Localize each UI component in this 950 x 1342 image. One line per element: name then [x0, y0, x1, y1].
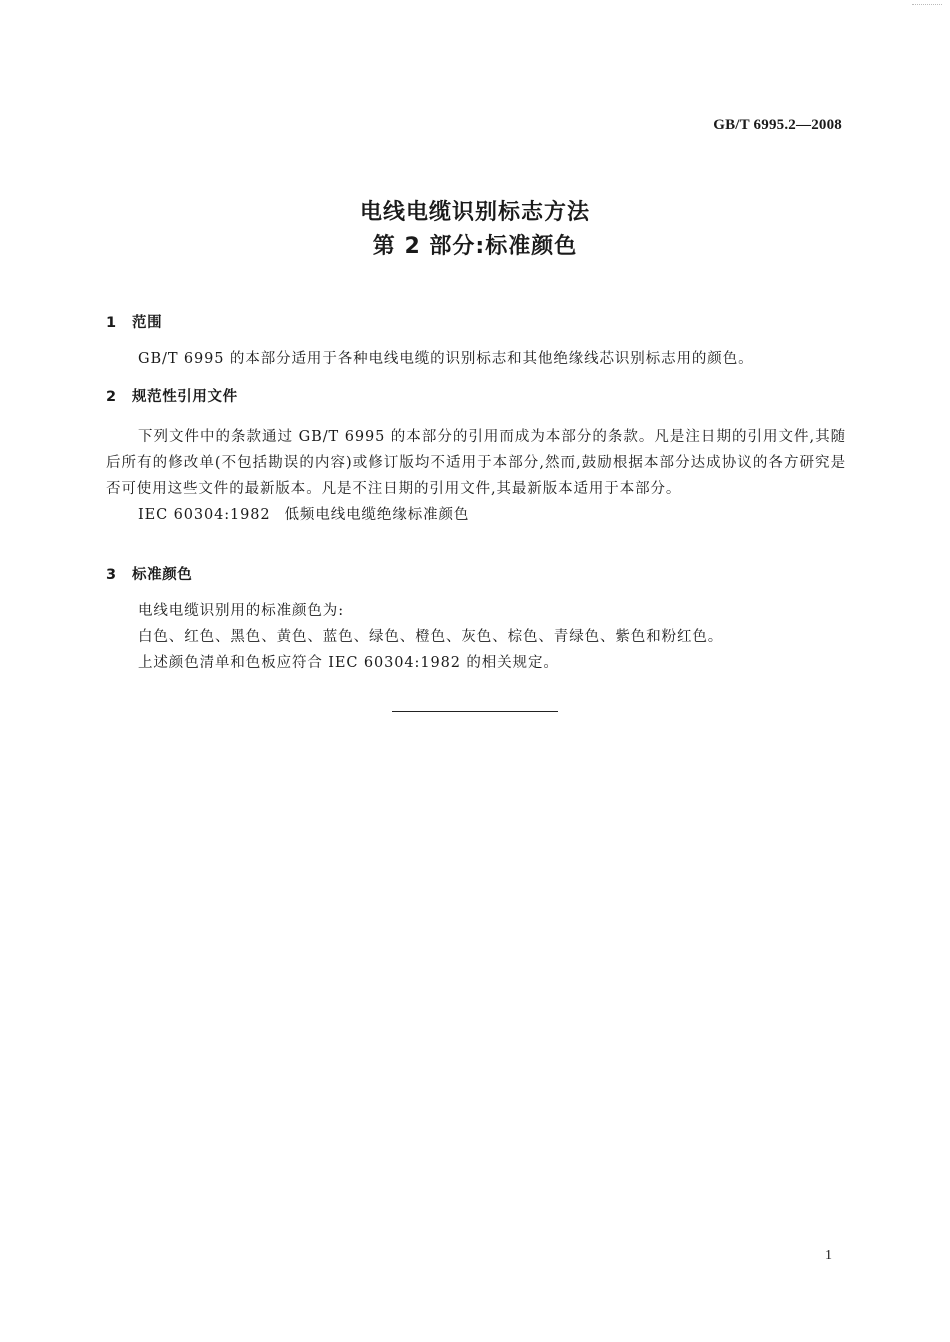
section-normative-references	[106, 386, 846, 528]
scan-artifact	[912, 4, 942, 7]
section-paragraph: GB/T 6995 的本部分适用于各种电线电缆的识别标志和其他绝缘线芯识别标志用的颜色。	[138, 351, 754, 367]
section-heading	[106, 386, 846, 408]
section-heading	[106, 564, 846, 586]
section-title: 标准颜色	[132, 567, 193, 583]
document-title	[0, 196, 950, 264]
section-title: 规范性引用文件	[132, 389, 238, 405]
reference-code: IEC 60304:1982	[138, 507, 271, 523]
section-number: 1	[106, 315, 117, 331]
page-number: 1	[825, 1248, 832, 1263]
body-line: 电线电缆识别用的标准颜色为:	[138, 603, 344, 619]
reference-entry	[106, 502, 846, 528]
section-standard-colors	[106, 564, 846, 676]
body-line: 上述颜色清单和色板应符合 IEC 60304:1982 的相关规定。	[138, 655, 559, 671]
section-title: 范围	[132, 315, 163, 331]
title-line-2: 第 2 部分:标准颜色	[372, 234, 578, 259]
section-paragraph: 下列文件中的条款通过 GB/T 6995 的本部分的引用而成为本部分的条款。凡是注日期的引用文件,其随后所有的修改单(不包括勘误的内容)或修订版均不适用于本部分,然而,鼓励根据本部分达成协议的各方研究是否可使用这些文件的最新版本。凡是不注日期的引用文件,其最新版本适用于本部分。	[106, 429, 846, 497]
body-line: 白色、红色、黑色、黄色、蓝色、绿色、橙色、灰色、棕色、青绿色、紫色和粉红色。	[138, 629, 724, 645]
section-body	[106, 598, 846, 676]
section-scope	[106, 312, 846, 372]
reference-title: 低频电线电缆绝缘标准颜色	[284, 507, 470, 523]
section-number: 2	[106, 389, 117, 405]
section-heading	[106, 312, 846, 334]
end-rule	[392, 711, 558, 712]
title-line-1: 电线电缆识别标志方法	[359, 200, 590, 225]
standard-code: GB/T 6995.2—2008	[713, 117, 842, 133]
section-number: 3	[106, 567, 117, 583]
